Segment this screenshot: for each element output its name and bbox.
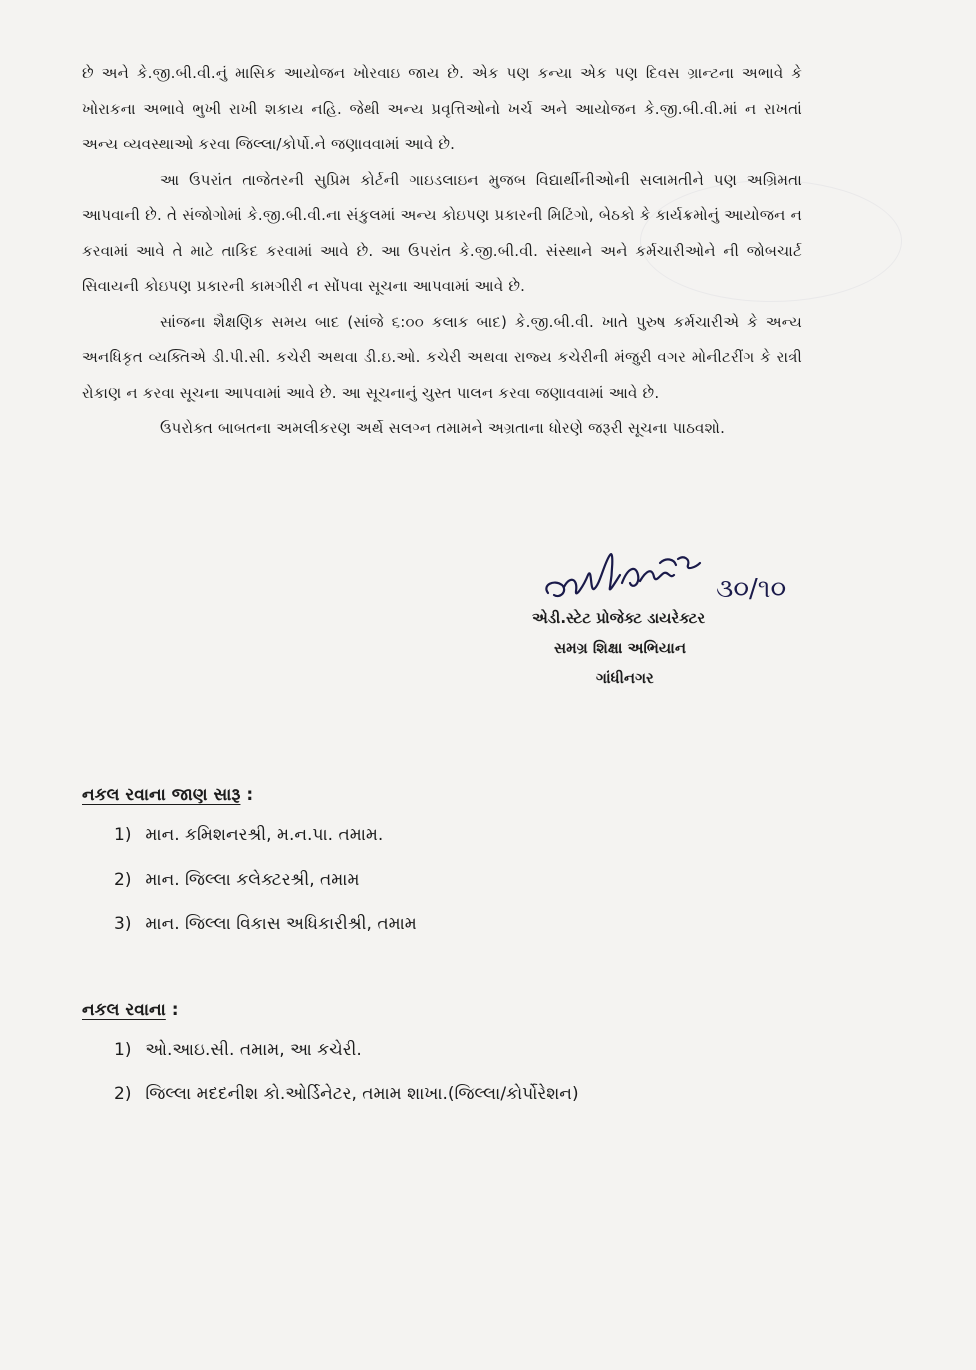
signer-designation: એડી.સ્ટેટ પ્રોજેક્ટ ડાયરેક્ટર	[532, 609, 706, 627]
copy-list-item	[114, 914, 417, 934]
copy-forwarded-section	[82, 1000, 579, 1104]
body-paragraph: સાંજના શૈક્ષણિક સમય બાદ (સાંજે ૬:૦૦ કલાક બાદ) કે.જી.બી.વી. ખાતે પુરુષ કર્મચારીએ કે અન્ય અનધિકૃત વ્યક્તિએ ડી.પી.સી. કચેરી અથવા ડી.ઇ.ઓ. કચેરી અથવા રાજ્ય કચેરીની મંજુરી વગર મોનીટરીંગ કે રાત્રી રોકાણ ન કરવા સૂચના આપવામાં આવે છે. આ સૂચનાનું ચુસ્ત પાલન કરવા જણાવવામાં આવે છે.	[82, 312, 802, 402]
copy-section-heading	[82, 1000, 179, 1020]
body-paragraph: ઉપરોક્ત બાબતના અમલીકરણ અર્થે સલગ્ન તમામને અગ્રતાના ધોરણે જરૂરી સૂચના પાઠવશો.	[160, 419, 726, 437]
signature-block	[526, 545, 786, 705]
copy-item-number: 1)	[114, 1040, 132, 1060]
copy-item-text: માન. જિલ્લા વિકાસ અધિકારીશ્રી, તમામ	[145, 914, 417, 934]
copy-item-number: 2)	[114, 1084, 132, 1104]
signature-date: ૩૦/૧૦	[716, 574, 787, 604]
body-paragraph: આ ઉપરાંત તાજેતરની સુપ્રિમ કોર્ટની ગાઇડલાઇન મુજબ વિદ્યાર્થીનીઓની સલામતીને પણ અગ્રિમતા આપવાની છે. તે સંજોગોમાં કે.જી.બી.વી.ના સંકુલમાં અન્ય કોઇપણ પ્રકારની મિટિંગો, બેઠકો કે કાર્યક્રમોનું આયોજન ન કરવામાં આવે તે માટે તાકિદ કરવામાં આવે છે. આ ઉપરાંત કે.જી.બી.વી. સંસ્થાને અને કર્મચારીઓને ની જોબચાર્ટ સિવાયની કોઇપણ પ્રકારની કામગીરી ન સોંપવા સૂચના આપવામાં આવે છે.	[82, 170, 802, 295]
copy-heading-colon: :	[165, 1000, 179, 1020]
copy-item-text: ઓ.આઇ.સી. તમામ, આ કચેરી.	[145, 1040, 362, 1060]
handwritten-signature	[540, 545, 790, 615]
copy-heading-text: નકલ રવાના	[82, 1000, 166, 1020]
copy-item-number: 1)	[114, 825, 132, 845]
copy-for-information-section	[82, 785, 417, 934]
copy-list-item	[114, 825, 383, 845]
copy-list-item	[114, 870, 359, 890]
copy-list-item	[114, 1040, 362, 1060]
body-paragraph: છે અને કે.જી.બી.વી.નું માસિક આયોજન ખોરવાઇ જાય છે. એક પણ કન્યા એક પણ દિવસ ગ્રાન્ટના અભાવે કે ખોરાકના અભાવે ભુખી રાખી શકાય નહિ. જેથી અન્ય પ્રવૃત્તિઓનો ખર્ચ અને આયોજન કે.જી.બી.વી.માં ન રાખતાં અન્ય વ્યવસ્થાઓ કરવા જિલ્લા/કોર્પો.ને જણાવવામાં આવે છે.	[82, 64, 802, 153]
copy-list-item	[114, 1084, 579, 1104]
copy-item-text: માન. જિલ્લા કલેક્ટરશ્રી, તમામ	[145, 870, 360, 890]
copy-item-text: માન. કમિશનરશ્રી, મ.ન.પા. તમામ.	[145, 825, 384, 845]
copy-item-number: 3)	[114, 914, 132, 934]
signer-organization: સમગ્ર શિક્ષા અભિયાન	[554, 639, 687, 657]
copy-item-text: જિલ્લા મદદનીશ કો.ઓર્ડિનેટર, તમામ શાખા.(જિલ્લા/કોર્પોરેશન)	[145, 1084, 579, 1104]
signer-city: ગાંધીનગર	[596, 669, 654, 687]
letter-body	[82, 56, 802, 447]
copy-item-number: 2)	[114, 870, 132, 890]
copy-heading-text: નકલ રવાના જાણ સારૂ	[82, 785, 241, 805]
copy-heading-colon: :	[240, 785, 254, 805]
copy-section-heading	[82, 785, 253, 805]
